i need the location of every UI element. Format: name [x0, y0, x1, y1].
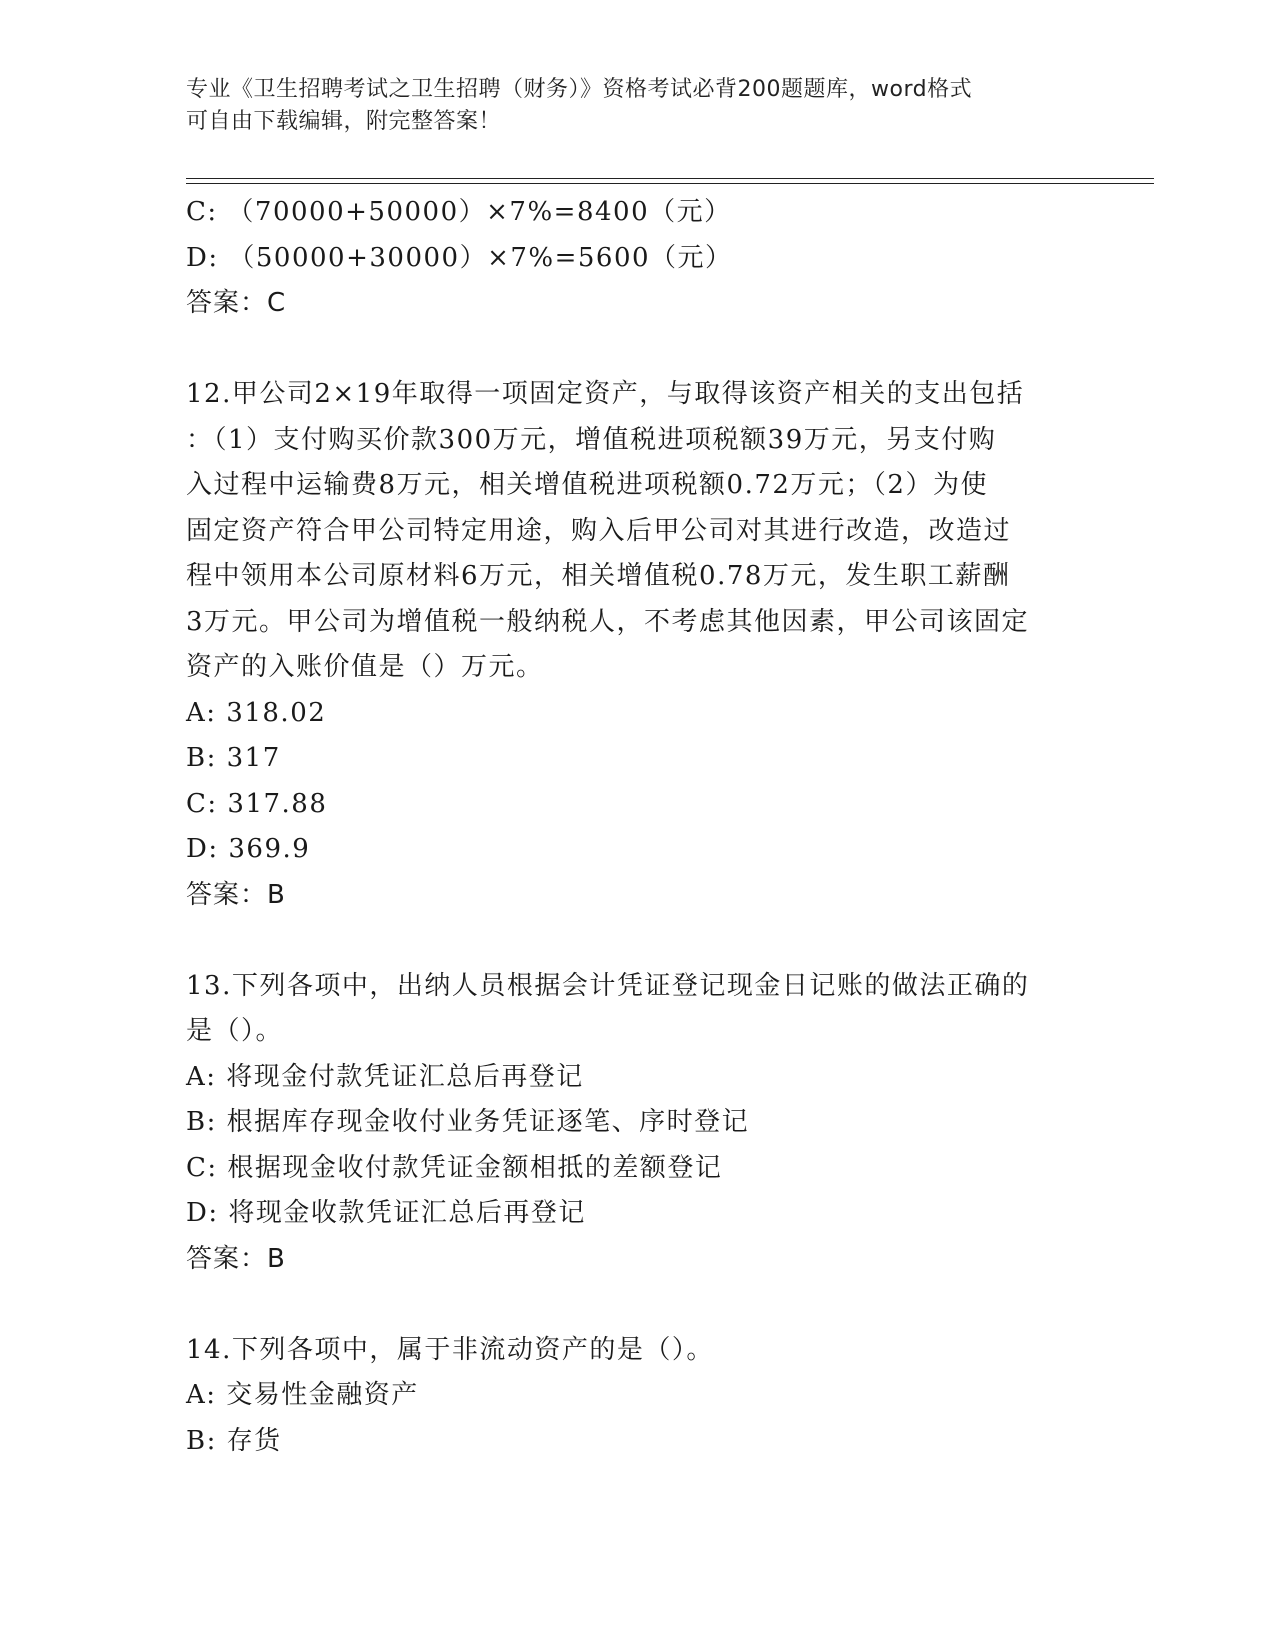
option-c: C: 根据现金收付款凭证金额相抵的差额登记	[186, 1152, 723, 1183]
page-header	[186, 74, 1066, 138]
question-stem-line: ：（1）支付购买价款300万元，增值税进项税额39万元，另支付购	[186, 424, 997, 455]
question-stem-line: 14.下列各项中，属于非流动资产的是（）。	[186, 1334, 714, 1365]
option-a: A: 将现金付款凭证汇总后再登记	[186, 1061, 584, 1092]
spacer	[186, 327, 1086, 373]
option-b: B: 存货	[186, 1425, 282, 1456]
option-c: C: （70000+50000）×7%=8400（元）	[186, 197, 732, 227]
option-a: A: 交易性金融资产	[186, 1380, 419, 1410]
question-stem-line: 入过程中运输费8万元，相关增值税进项税额0.72万元；（2）为使	[186, 470, 988, 500]
question-stem-line: 固定资产符合甲公司特定用途，购入后甲公司对其进行改造，改造过	[186, 515, 1012, 546]
question-stem-line: 程中领用本公司原材料6万元，相关增值税0.78万元，发生职工薪酬	[186, 561, 1011, 591]
prev-question-block	[186, 190, 1086, 327]
answer-line: 答案：B	[186, 879, 286, 910]
option-b: B: 根据库存现金收付业务凭证逐笔、序时登记	[186, 1107, 750, 1137]
question-stem-line: 13.下列各项中，出纳人员根据会计凭证登记现金日记账的做法正确的	[186, 970, 1030, 1001]
header-divider-top	[186, 178, 1154, 179]
header-line-2: 可自由下载编辑，附完整答案！	[186, 109, 502, 134]
option-a: A: 318.02	[186, 697, 327, 728]
option-b: B: 317	[186, 743, 281, 773]
option-d: D: 369.9	[186, 834, 311, 864]
question-stem-line: 3万元。甲公司为增值税一般纳税人，不考虑其他因素，甲公司该固定	[186, 606, 1030, 637]
question-13	[186, 964, 1086, 1283]
question-stem-line: 12.甲公司2×19年取得一项固定资产，与取得该资产相关的支出包括	[186, 379, 1025, 409]
question-list	[186, 190, 1086, 1464]
question-12	[186, 372, 1086, 918]
answer-line: 答案：C	[186, 288, 287, 318]
header-line-1: 专业《卫生招聘考试之卫生招聘（财务）》资格考试必背200题题库，word格式	[186, 77, 973, 102]
option-d: D: 将现金收款凭证汇总后再登记	[186, 1198, 586, 1228]
option-d: D: （50000+30000）×7%=5600（元）	[186, 242, 733, 273]
question-stem-line: 资产的入账价值是（）万元。	[186, 652, 544, 682]
question-stem-line: 是（）。	[186, 1016, 284, 1046]
header-divider-bottom	[186, 183, 1154, 184]
spacer	[186, 1282, 1086, 1328]
spacer	[186, 918, 1086, 964]
option-c: C: 317.88	[186, 788, 328, 819]
question-14	[186, 1328, 1086, 1465]
answer-line: 答案：B	[186, 1243, 286, 1274]
